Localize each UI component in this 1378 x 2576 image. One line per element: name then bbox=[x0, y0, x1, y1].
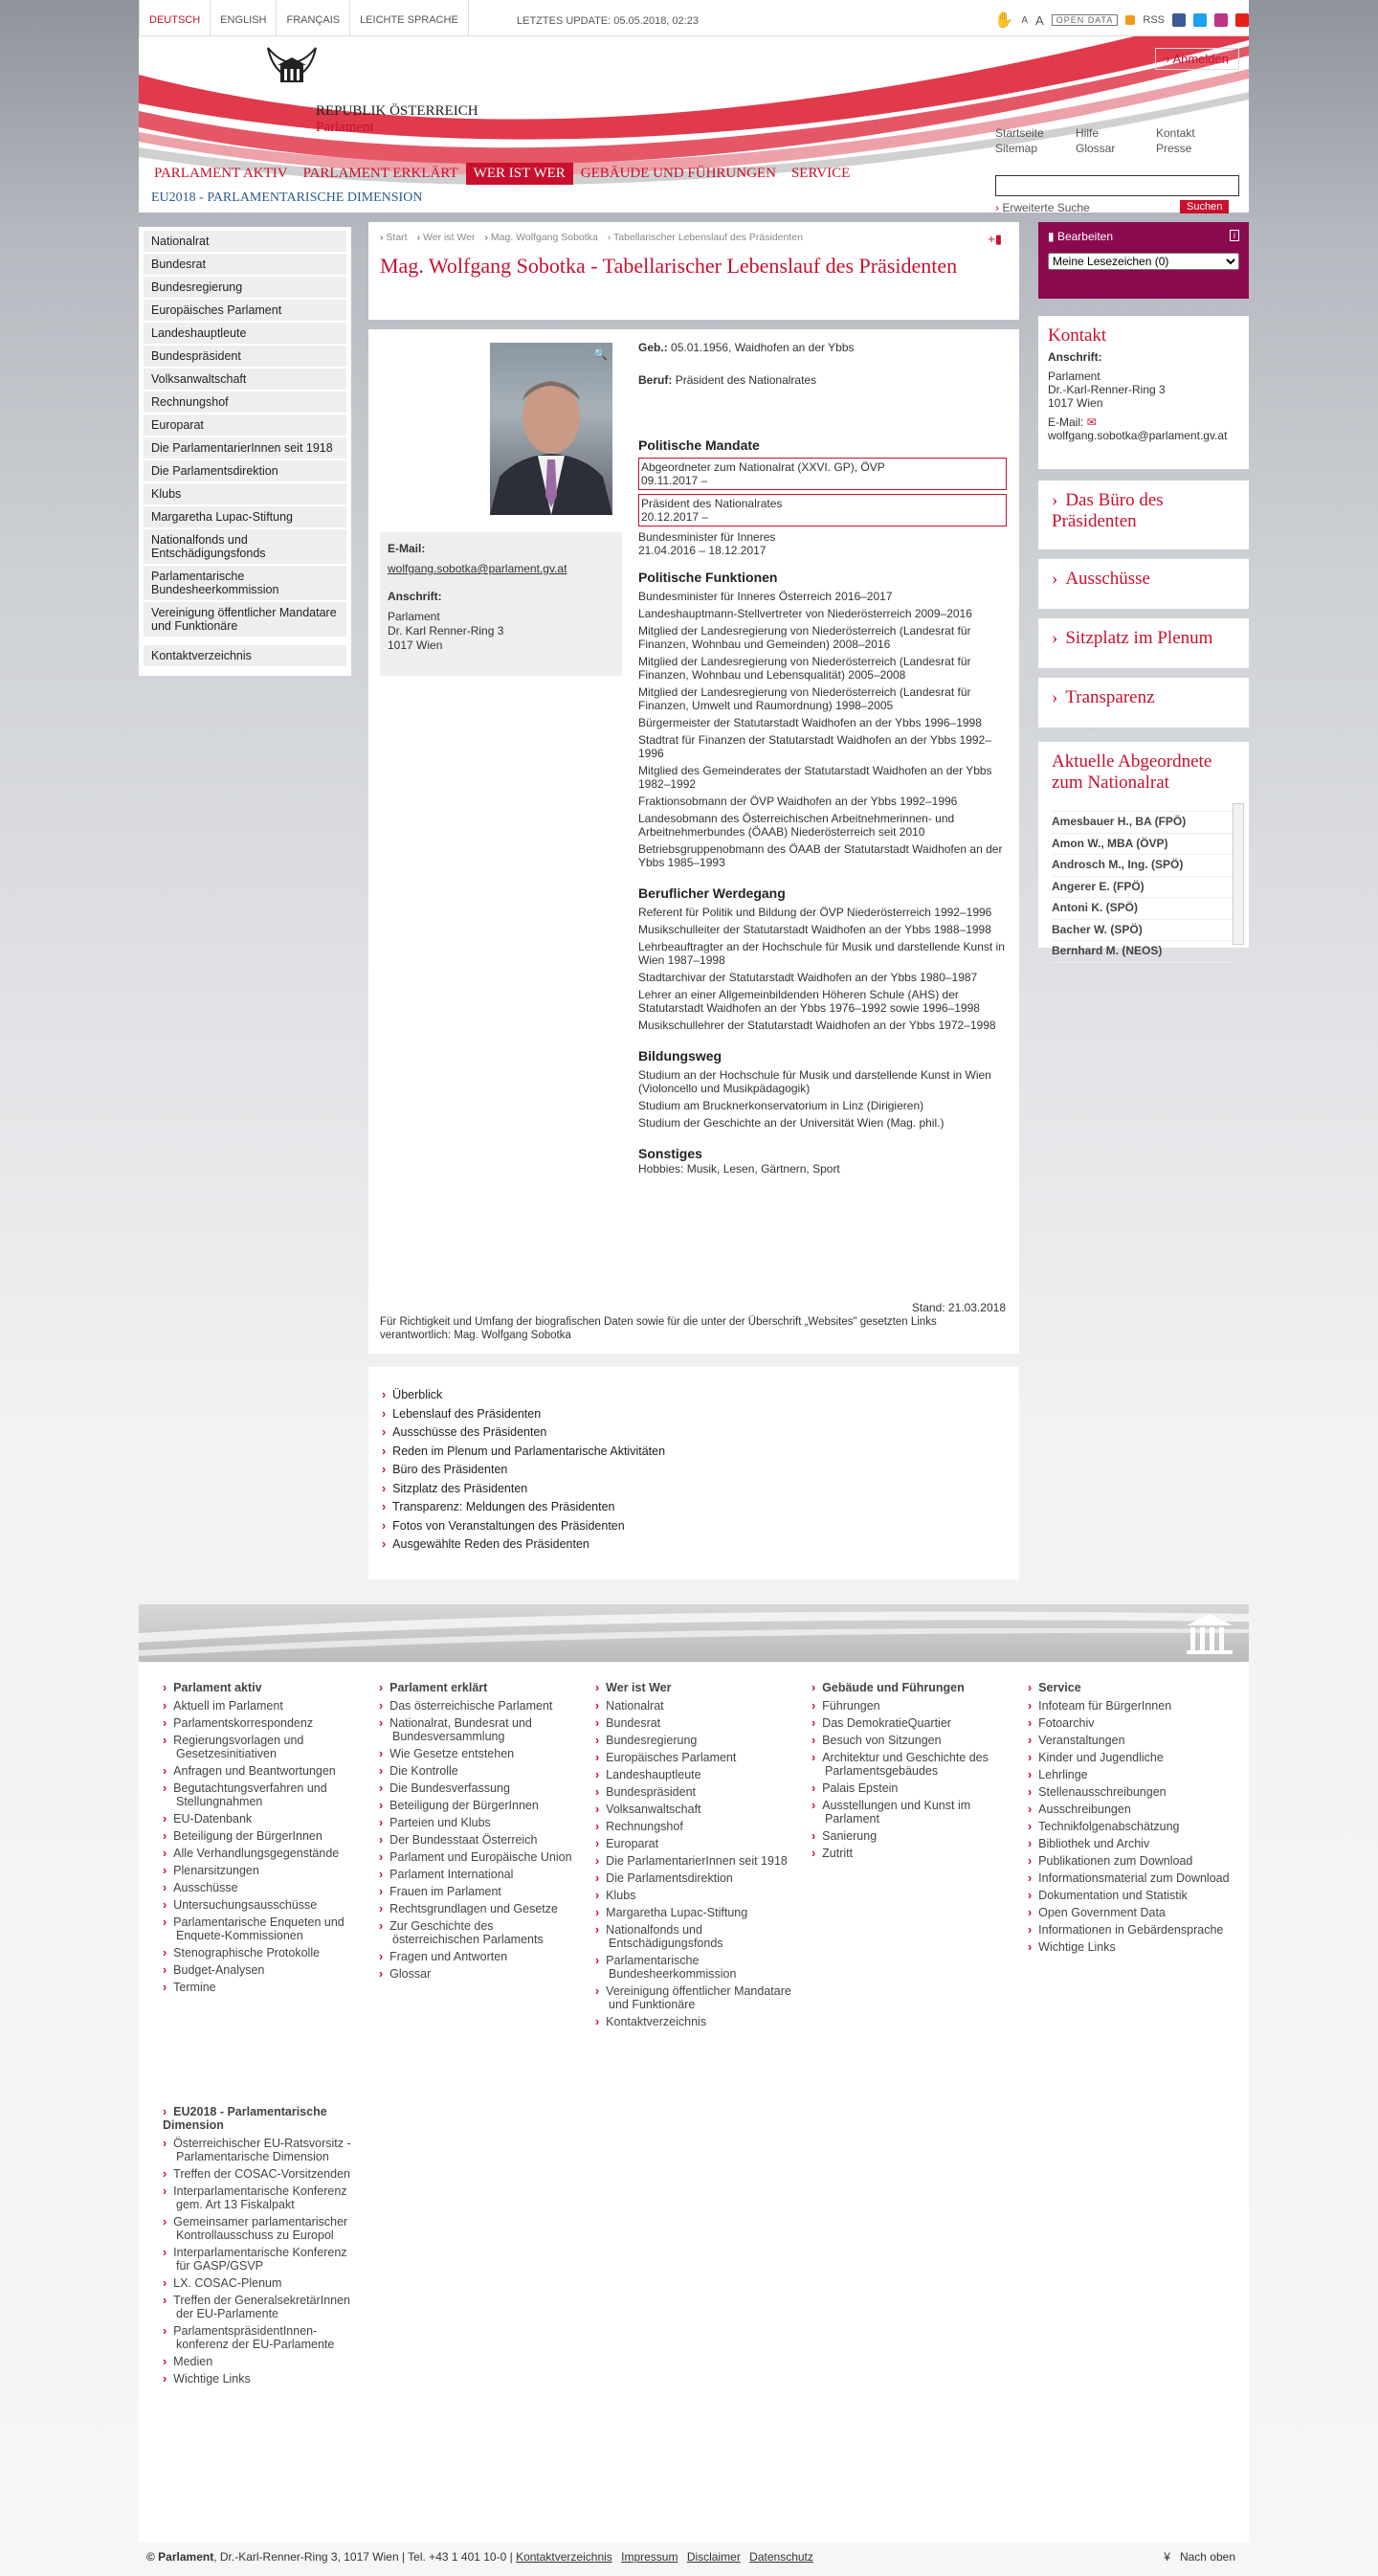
footer-link[interactable]: › Stellenausschreibungen bbox=[1028, 1785, 1233, 1799]
footer-link[interactable]: › Rechtsgrundlagen und Gesetze bbox=[379, 1902, 584, 1915]
lang-fr[interactable]: FRANÇAIS bbox=[277, 0, 350, 36]
footer-link[interactable]: › Technikfolgenabschätzung bbox=[1028, 1820, 1233, 1833]
crumb-label: Wer ist Wer bbox=[423, 232, 476, 243]
nav-eu2018[interactable]: EU2018 - PARLAMENTARISCHE DIMENSION bbox=[151, 190, 423, 205]
logo-line2: Parlament bbox=[316, 120, 374, 135]
birth-value: 05.01.1956, Waidhofen an der Ybbs bbox=[671, 341, 855, 354]
footer-link[interactable]: › Budget-Analysen bbox=[163, 1963, 367, 1977]
werdegang-item: Referent für Politik und Bildung der ÖVP Niederösterreich 1992–1996 bbox=[638, 906, 992, 919]
section-mandate: Politische Mandate bbox=[638, 437, 760, 453]
lang-easy[interactable]: LEICHTE SPRACHE bbox=[350, 0, 469, 36]
anschrift-label: Anschrift: bbox=[1048, 350, 1102, 364]
footer-link[interactable]: › Die Kontrolle bbox=[379, 1764, 584, 1778]
footer-link[interactable]: › Das österreichische Parlament bbox=[379, 1699, 584, 1713]
stand-date: Stand: 21.03.2018 bbox=[911, 1301, 1006, 1314]
footer-link[interactable]: › Fotoarchiv bbox=[1028, 1716, 1233, 1730]
footer-link[interactable]: › Beteiligung der BürgerInnen bbox=[163, 1829, 367, 1843]
leftnav-item[interactable]: Bundespräsident bbox=[144, 346, 346, 368]
footer-link[interactable]: › Informationsmaterial zum Download bbox=[1028, 1871, 1233, 1885]
leftnav-item[interactable]: Kontaktverzeichnis bbox=[144, 645, 346, 667]
advanced-search-label: Erweiterte Suche bbox=[1002, 201, 1090, 214]
delegate-link[interactable]: Amon W., MBA (ÖVP) bbox=[1052, 834, 1235, 856]
left-nav bbox=[139, 227, 351, 676]
mandate-item bbox=[638, 458, 1007, 490]
main-nav bbox=[146, 163, 857, 185]
leftnav-item[interactable]: Nationalrat bbox=[144, 231, 346, 253]
back-to-top-label: Nach oben bbox=[1179, 2550, 1235, 2564]
instagram-icon[interactable] bbox=[1214, 13, 1228, 27]
werdegang-item: Musikschullehrer der Statutarstadt Waidhofen an der Ybbs 1972–1998 bbox=[638, 1019, 996, 1032]
footer-link[interactable]: › Nationalrat bbox=[595, 1699, 800, 1713]
box-transparenz[interactable] bbox=[1038, 678, 1249, 728]
link-presse[interactable]: Presse bbox=[1156, 142, 1192, 155]
breadcrumb bbox=[380, 232, 803, 243]
footer-column-heading[interactable]: › Gebäude und Führungen bbox=[811, 1681, 1016, 1694]
footer-link[interactable]: › ParlamentspräsidentInnen-konferenz der EU-Parlamente bbox=[163, 2324, 352, 2351]
footer-link[interactable]: › Zutritt bbox=[811, 1847, 1016, 1860]
footer-link[interactable]: › Interparlamentarische Konferenz für GASP/GSVP bbox=[163, 2246, 352, 2273]
footer-link[interactable]: › Zur Geschichte des österreichischen Parlaments bbox=[379, 1919, 584, 1946]
footer-link[interactable]: › Kinder und Jugendliche bbox=[1028, 1751, 1233, 1764]
funktion-item: Landeshauptmann-Stellvertreter von Niederösterreich 2009–2016 bbox=[638, 607, 972, 620]
footer-link[interactable]: › Bundesregierung bbox=[595, 1734, 800, 1747]
crumb-current: › Tabellarischer Lebenslauf des Präsidenten bbox=[607, 232, 803, 243]
footer-link[interactable]: › Interparlamentarische Konferenz gem. Art 13 Fiskalpakt bbox=[163, 2184, 352, 2211]
delegate-link[interactable]: Amesbauer H., BA (FPÖ) bbox=[1052, 812, 1235, 834]
footer-link[interactable]: › Ausschreibungen bbox=[1028, 1803, 1233, 1816]
leftnav-item[interactable]: Parlamentarische Bundesheerkommission bbox=[144, 566, 346, 601]
email-link[interactable]: wolfgang.sobotka@parlament.gv.at bbox=[1048, 429, 1228, 442]
footer-link[interactable]: › Beteiligung der BürgerInnen bbox=[379, 1799, 584, 1812]
facebook-icon[interactable] bbox=[1172, 13, 1186, 27]
logo-text bbox=[316, 103, 478, 136]
open-data-button[interactable]: OPEN DATA bbox=[1052, 14, 1119, 26]
footer-eu-column bbox=[163, 2105, 364, 2389]
delegates-box bbox=[1038, 742, 1249, 957]
bio-content bbox=[368, 329, 1019, 1354]
box-sitzplatz-title: › Sitzplatz im Plenum bbox=[1052, 628, 1235, 649]
footer-link[interactable]: › Fragen und Antworten bbox=[379, 1950, 584, 1963]
footer-column-heading[interactable]: › Wer ist Wer bbox=[595, 1681, 800, 1694]
footer-link[interactable]: › Die Bundesverfassung bbox=[379, 1781, 584, 1795]
nav-parlament-aktiv[interactable]: PARLAMENT AKTIV bbox=[154, 166, 288, 181]
toolbar bbox=[994, 11, 1249, 30]
bio-details bbox=[638, 341, 1007, 1176]
crumb-label: Mag. Wolfgang Sobotka bbox=[490, 232, 598, 243]
logo-line1: REPUBLIK ÖSTERREICH bbox=[316, 103, 478, 119]
footer-link-datenschutz[interactable]: Datenschutz bbox=[749, 2550, 813, 2564]
section-funktionen: Politische Funktionen bbox=[638, 570, 778, 585]
service-links bbox=[995, 126, 1236, 155]
footer-link[interactable]: › Publikationen zum Download bbox=[1028, 1854, 1233, 1868]
box-buero-title: › Das Büro des Präsidenten bbox=[1052, 490, 1235, 532]
footer-link[interactable]: › Der Bundesstaat Österreich bbox=[379, 1833, 584, 1847]
box-sitzplatz[interactable] bbox=[1038, 618, 1249, 668]
footer-link[interactable]: › Termine bbox=[163, 1981, 367, 1994]
language-switcher bbox=[139, 0, 469, 36]
search-button[interactable]: Suchen bbox=[1180, 200, 1229, 213]
footer-link[interactable]: › Bibliothek und Archiv bbox=[1028, 1837, 1233, 1850]
delegates-title: Aktuelle Abgeordnete zum Nationalrat bbox=[1052, 751, 1212, 793]
footer-column bbox=[379, 1681, 595, 2032]
footer-link[interactable]: › Dokumentation und Statistik bbox=[1028, 1889, 1233, 1902]
link-hilfe[interactable]: Hilfe bbox=[1076, 126, 1100, 140]
address-line: Dr.-Karl-Renner-Ring 3 bbox=[1048, 383, 1166, 396]
header bbox=[139, 36, 1249, 213]
leftnav-item[interactable]: Europarat bbox=[144, 414, 346, 437]
bookmarks-select[interactable] bbox=[1048, 253, 1239, 270]
crumb-werist[interactable]: › Wer ist Wer bbox=[416, 232, 476, 243]
footer-link[interactable]: › Begutachtungsverfahren und Stellungnahmen bbox=[163, 1781, 367, 1808]
link-sitemap[interactable]: Sitemap bbox=[995, 142, 1038, 155]
person-link[interactable]: › Überblick bbox=[382, 1386, 1006, 1405]
footer-link[interactable]: › Volksanwaltschaft bbox=[595, 1803, 800, 1816]
link-glossar[interactable]: Glossar bbox=[1076, 142, 1116, 155]
edit-label[interactable]: Bearbeiten bbox=[1056, 230, 1113, 243]
person-link[interactable]: › Büro des Präsidenten bbox=[382, 1461, 1006, 1480]
mail-icon[interactable]: ✉ bbox=[1086, 415, 1097, 429]
section-sonstiges: Sonstiges bbox=[638, 1146, 702, 1161]
font-small-button[interactable]: A bbox=[1021, 14, 1029, 26]
footer-link[interactable]: › Treffen der COSAC-Vorsitzenden bbox=[163, 2167, 352, 2181]
person-link[interactable]: › Ausschüsse des Präsidenten bbox=[382, 1423, 1006, 1443]
footer-link[interactable]: › Parlamentskorrespondenz bbox=[163, 1716, 367, 1730]
zoom-icon[interactable]: 🔍 bbox=[593, 347, 608, 361]
leftnav-item[interactable]: Bundesrat bbox=[144, 254, 346, 276]
footer-column bbox=[163, 1681, 379, 2032]
mandate-title: Bundesminister für Inneres bbox=[638, 530, 776, 544]
login-button[interactable]: › Anmelden bbox=[1155, 48, 1239, 70]
mandate-title: Abgeordneter zum Nationalrat (XXVI. GP), ÖVP bbox=[641, 460, 885, 474]
mandate-title: Präsident des Nationalrates bbox=[641, 497, 783, 510]
footer-link[interactable]: › Ausschüsse bbox=[163, 1881, 367, 1894]
delegates-scrollbar[interactable] bbox=[1233, 803, 1244, 945]
box-buero[interactable] bbox=[1038, 481, 1249, 549]
link-kontakt[interactable]: Kontakt bbox=[1156, 126, 1195, 140]
leftnav-item[interactable]: Die Parlamentsdirektion bbox=[144, 460, 346, 482]
bookmark-add-icon[interactable]: +▮ bbox=[988, 232, 1002, 246]
youtube-icon[interactable] bbox=[1235, 13, 1249, 27]
footer-banner bbox=[139, 1604, 1249, 1662]
delegate-link[interactable]: Angerer E. (FPÖ) bbox=[1052, 877, 1235, 899]
crumb-start[interactable]: › Start bbox=[380, 232, 408, 243]
werdegang-item: Stadtarchivar der Statutarstadt Waidhofen an der Ybbs 1980–1987 bbox=[638, 971, 978, 984]
werdegang-item: Musikschulleiter der Statutarstadt Waidhofen an der Ybbs 1988–1998 bbox=[638, 923, 991, 936]
nav-parlament-erklaert[interactable]: PARLAMENT ERKLÄRT bbox=[302, 166, 458, 181]
leftnav-item[interactable]: Nationalfonds und Entschädigungsfonds bbox=[144, 529, 346, 565]
footer-link[interactable]: › Margaretha Lupac-Stiftung bbox=[595, 1906, 800, 1919]
bildung-item: Studium der Geschichte an der Universität Wien (Mag. phil.) bbox=[638, 1116, 945, 1130]
person-links bbox=[368, 1367, 1019, 1579]
footer-link[interactable]: › Veranstaltungen bbox=[1028, 1734, 1233, 1747]
footer-link[interactable]: › Medien bbox=[163, 2355, 352, 2368]
email-label: E-Mail: bbox=[388, 542, 426, 555]
copyright: © Parlament bbox=[146, 2550, 214, 2564]
mandate-date: 09.11.2017 – bbox=[641, 474, 708, 487]
footer-column-heading[interactable]: › Parlament erklärt bbox=[379, 1681, 584, 1694]
bildung-item: Studium am Brucknerkonservatorium in Linz (Dirigieren) bbox=[638, 1099, 924, 1112]
info-icon[interactable]: i bbox=[1230, 230, 1239, 241]
footer-link[interactable]: › Europäisches Parlament bbox=[595, 1751, 800, 1764]
footer-link[interactable]: › Kontaktverzeichnis bbox=[595, 2015, 800, 2028]
footer-link[interactable]: › Anfragen und Beantwortungen bbox=[163, 1764, 367, 1778]
funktion-item: Bürgermeister der Statutarstadt Waidhofen an der Ybbs 1996–1998 bbox=[638, 716, 982, 729]
werdegang-item: Lehrbeauftragter an der Hochschule für Musik und darstellende Kunst in Wien 1987–1998 bbox=[638, 940, 1005, 967]
footer-link[interactable]: › Stenographische Protokolle bbox=[163, 1946, 367, 1960]
footer-link[interactable]: › Ausstellungen und Kunst im Parlament bbox=[811, 1799, 1016, 1826]
advanced-search-link[interactable]: › Erweiterte Suche bbox=[995, 201, 1090, 214]
footer-column bbox=[811, 1681, 1028, 2032]
person-link[interactable]: › Fotos von Veranstaltungen des Präsidenten bbox=[382, 1517, 1006, 1536]
footer-link[interactable]: › Landeshauptleute bbox=[595, 1768, 800, 1781]
page-title: Mag. Wolfgang Sobotka - Tabellarischer Lebenslauf des Präsidenten bbox=[380, 254, 958, 278]
footer-link[interactable]: › Nationalfonds und Entschädigungsfonds bbox=[595, 1923, 800, 1950]
footer-link[interactable]: › Regierungsvorlagen und Gesetzesinitiativen bbox=[163, 1734, 367, 1760]
leftnav-item[interactable]: Vereinigung öffentlicher Mandatare und Funktionäre bbox=[144, 602, 346, 638]
footer-link[interactable]: › Wichtige Links bbox=[1028, 1940, 1233, 1954]
footer-link[interactable]: › Die Parlamentsdirektion bbox=[595, 1871, 800, 1885]
footer-link[interactable]: › Wie Gesetze entstehen bbox=[379, 1747, 584, 1760]
crumb-label: Start bbox=[386, 232, 408, 243]
eagle-logo-icon[interactable] bbox=[263, 38, 321, 96]
nav-service[interactable]: SERVICE bbox=[790, 166, 851, 181]
footer-link[interactable]: › Aktuell im Parlament bbox=[163, 1699, 367, 1713]
top-bar bbox=[139, 0, 1249, 36]
person-link[interactable]: › Sitzplatz des Präsidenten bbox=[382, 1480, 1006, 1499]
address-line: Parlament bbox=[1048, 370, 1100, 383]
footer-link[interactable]: › Glossar bbox=[379, 1967, 584, 1981]
funktion-item: Mitglied der Landesregierung von Niederösterreich (Landesrat für Finanzen, Wohnbau und Lebensqualität) 2005–2008 bbox=[638, 655, 971, 682]
footer-column-heading[interactable]: › Parlament aktiv bbox=[163, 1681, 367, 1694]
section-bildung: Bildungsweg bbox=[638, 1048, 722, 1064]
footer-bottom bbox=[139, 2546, 1249, 2567]
footer-link[interactable]: › Alle Verhandlungsgegenstände bbox=[163, 1847, 367, 1860]
search-input[interactable] bbox=[995, 175, 1239, 196]
footer-link[interactable]: › Plenarsitzungen bbox=[163, 1864, 367, 1877]
person-link[interactable]: › Ausgewählte Reden des Präsidenten bbox=[382, 1535, 1006, 1555]
rss-link[interactable]: RSS bbox=[1143, 14, 1165, 26]
footer-link-disclaimer[interactable]: Disclaimer bbox=[686, 2550, 741, 2564]
rss-icon[interactable] bbox=[1125, 15, 1135, 25]
responsibility-note: Für Richtigkeit und Umfang der biografischen Daten sowie für die unter der Überschrift „Websites" gesetzten Links verantwortlich: Mag. Wolfgang Sobotka bbox=[380, 1316, 937, 1341]
footer-link[interactable]: › Vereinigung öffentlicher Mandatare und Funktionäre bbox=[595, 1984, 800, 2011]
delegate-link[interactable]: Antoni K. (SPÖ) bbox=[1052, 898, 1235, 920]
footer-link[interactable]: › Gemeinsamer parlamentarischer Kontrollausschuss zu Europol bbox=[163, 2215, 352, 2242]
sign-language-icon[interactable]: ✋ bbox=[994, 12, 1014, 29]
contact-box bbox=[1038, 316, 1249, 469]
footer-column-heading[interactable]: › EU2018 - Parlamentarische Dimension bbox=[163, 2105, 352, 2132]
footer-link[interactable]: › Klubs bbox=[595, 1889, 800, 1902]
delegate-link[interactable]: Bernhard M. (NEOS) bbox=[1052, 941, 1235, 963]
email-link[interactable]: wolfgang.sobotka@parlament.gv.at bbox=[388, 562, 567, 575]
footer-link[interactable]: › Informationen in Gebärdensprache bbox=[1028, 1923, 1233, 1937]
funktion-item: Fraktionsobmann der ÖVP Waidhofen an der Ybbs 1992–1996 bbox=[638, 795, 958, 808]
link-startseite[interactable]: Startseite bbox=[995, 126, 1044, 140]
contact-heading: Kontakt bbox=[1048, 325, 1107, 346]
email-label: E-Mail: bbox=[1048, 415, 1084, 429]
mandate-item bbox=[638, 494, 1007, 526]
login-label: Anmelden bbox=[1172, 52, 1229, 66]
job-value: Präsident des Nationalrates bbox=[675, 373, 817, 387]
address-line: Parlament bbox=[388, 610, 440, 623]
delegate-link[interactable]: Bacher W. (SPÖ) bbox=[1052, 920, 1235, 942]
werdegang-item: Lehrer an einer Allgemeinbildenden Höheren Schule (AHS) der Statutarstadt Waidhofen an der Ybbs 1976–1992 sowie 1996–1998 bbox=[638, 988, 980, 1015]
footer-column-heading[interactable]: › Service bbox=[1028, 1681, 1233, 1694]
footer-link[interactable]: › Treffen der GeneralsekretärInnen der EU-Parlamente bbox=[163, 2294, 352, 2320]
footer-link[interactable]: › Rechnungshof bbox=[595, 1820, 800, 1833]
nav-wer-ist-wer[interactable]: WER IST WER bbox=[466, 163, 573, 185]
funktion-item: Mitglied der Landesregierung von Niederösterreich (Landesrat für Finanzen, Umwelt und Raumordnung) 1998–2005 bbox=[638, 685, 971, 712]
footer-link[interactable]: › Führungen bbox=[811, 1699, 1016, 1713]
footer-link[interactable]: › Infoteam für BürgerInnen bbox=[1028, 1699, 1233, 1713]
edit-icon[interactable]: ▮ bbox=[1048, 230, 1055, 243]
footer-link[interactable]: › Open Government Data bbox=[1028, 1906, 1233, 1919]
funktion-item: Landesobmann des Österreichischen Arbeitnehmerinnen- und Arbeitnehmerbundes (ÖAAB) Niederösterreich seit 2010 bbox=[638, 812, 955, 839]
footer-link[interactable]: › Österreichischer EU-Ratsvorsitz - Parlamentarische Dimension bbox=[163, 2137, 352, 2163]
leftnav-item[interactable]: Volksanwaltschaft bbox=[144, 369, 346, 391]
footer-link[interactable]: › Nationalrat, Bundesrat und Bundesversammlung bbox=[379, 1716, 584, 1743]
crumb-label: Tabellarischer Lebenslauf des Präsidenten bbox=[613, 232, 803, 243]
footer-link[interactable]: › Parlamentarische Enqueten und Enquete-Kommissionen bbox=[163, 1915, 367, 1942]
edit-panel bbox=[1038, 222, 1249, 299]
footer-link[interactable]: › Frauen im Parlament bbox=[379, 1885, 584, 1898]
funktion-item: Mitglied des Gemeinderates der Statutarstadt Waidhofen an der Ybbs 1982–1992 bbox=[638, 764, 992, 791]
person-link[interactable]: › Transparenz: Meldungen des Präsidenten bbox=[382, 1498, 1006, 1517]
lang-en[interactable]: ENGLISH bbox=[211, 0, 277, 36]
birth-label: Geb.: bbox=[638, 341, 668, 354]
mandate-date: 20.12.2017 – bbox=[641, 510, 709, 524]
footer-link[interactable]: › Europarat bbox=[595, 1837, 800, 1850]
leftnav-item[interactable]: Bundesregierung bbox=[144, 277, 346, 299]
box-transparenz-title: › Transparenz bbox=[1052, 687, 1235, 708]
footer-link[interactable]: › EU-Datenbank bbox=[163, 1812, 367, 1826]
footer-link[interactable]: › Parlament International bbox=[379, 1868, 584, 1881]
footer-column bbox=[1028, 1681, 1244, 2032]
leftnav-item[interactable]: Rechnungshof bbox=[144, 392, 346, 414]
footer-link[interactable]: › Untersuchungsausschüsse bbox=[163, 1898, 367, 1912]
funktion-item: Stadtrat für Finanzen der Statutarstadt Waidhofen an der Ybbs 1992–1996 bbox=[638, 733, 991, 760]
footer-link[interactable]: › Wichtige Links bbox=[163, 2372, 352, 2386]
portrait-photo[interactable] bbox=[490, 343, 612, 515]
address-line: Dr. Karl Renner-Ring 3 bbox=[388, 624, 504, 638]
footer-link[interactable]: › Parlament und Europäische Union bbox=[379, 1850, 584, 1864]
footer-link[interactable]: › Das DemokratieQuartier bbox=[811, 1716, 1016, 1730]
footer-link[interactable]: › Architektur und Geschichte des Parlamentsgebäudes bbox=[811, 1751, 1016, 1778]
address-line: 1017 Wien bbox=[1048, 396, 1103, 410]
footer-link[interactable]: › Parlamentarische Bundesheerkommission bbox=[595, 1954, 800, 1981]
delegate-link[interactable]: Androsch M., Ing. (SPÖ) bbox=[1052, 855, 1235, 877]
contact-card bbox=[380, 532, 622, 676]
address-label: Anschrift: bbox=[388, 590, 442, 603]
footer-link-kontakt[interactable]: Kontaktverzeichnis bbox=[516, 2550, 612, 2564]
footer-link[interactable]: › Palais Epstein bbox=[811, 1781, 1016, 1795]
person-link[interactable]: › Reden im Plenum und Parlamentarische Aktivitäten bbox=[382, 1443, 1006, 1462]
footer-address: , Dr.-Karl-Renner-Ring 3, 1017 Wien | Tel. +43 1 401 10-0 | bbox=[213, 2550, 513, 2564]
nav-gebaeude[interactable]: GEBÄUDE UND FÜHRUNGEN bbox=[580, 166, 776, 181]
funktion-item: Betriebsgruppenobmann des ÖAAB der Statutarstadt Waidhofen an der Ybbs 1985–1993 bbox=[638, 842, 1003, 869]
crumb-person[interactable]: › Mag. Wolfgang Sobotka bbox=[484, 232, 598, 243]
footer-link[interactable]: › Bundespräsident bbox=[595, 1785, 800, 1799]
funktion-item: Mitglied der Landesregierung von Niederösterreich (Landesrat für Finanzen, Wohnbau und Gemeinden) 2008–2016 bbox=[638, 624, 971, 651]
person-link[interactable]: › Lebenslauf des Präsidenten bbox=[382, 1405, 1006, 1424]
footer bbox=[139, 1604, 1249, 2542]
box-ausschuesse[interactable] bbox=[1038, 559, 1249, 609]
footer-link[interactable]: › LX. COSAC-Plenum bbox=[163, 2276, 352, 2290]
mandate-date: 21.04.2016 – 18.12.2017 bbox=[638, 544, 767, 557]
footer-link[interactable]: › Parteien und Klubs bbox=[379, 1816, 584, 1829]
section-werdegang: Beruflicher Werdegang bbox=[638, 885, 786, 901]
lang-de[interactable]: DEUTSCH bbox=[140, 0, 211, 36]
footer-link-impressum[interactable]: Impressum bbox=[621, 2550, 678, 2564]
footer-link[interactable]: › Besuch von Sitzungen bbox=[811, 1734, 1016, 1747]
leftnav-item[interactable]: Die ParlamentarierInnen seit 1918 bbox=[144, 437, 346, 459]
address-line: 1017 Wien bbox=[388, 638, 443, 652]
leftnav-item[interactable]: Margaretha Lupac-Stiftung bbox=[144, 506, 346, 528]
hobbies: Hobbies: Musik, Lesen, Gärtnern, Sport bbox=[638, 1162, 840, 1176]
mandate-item bbox=[638, 530, 1007, 557]
box-ausschuesse-title: › Ausschüsse bbox=[1052, 569, 1235, 590]
leftnav-item[interactable]: Landeshauptleute bbox=[144, 323, 346, 345]
delegates-list bbox=[1052, 811, 1235, 957]
leftnav-item[interactable]: Klubs bbox=[144, 483, 346, 505]
twitter-icon[interactable] bbox=[1193, 13, 1207, 27]
job-label: Beruf: bbox=[638, 373, 673, 387]
footer-link[interactable]: › Sanierung bbox=[811, 1829, 1016, 1843]
title-box bbox=[368, 222, 1019, 320]
funktion-item: Bundesminister für Inneres Österreich 2016–2017 bbox=[638, 590, 893, 603]
footer-link[interactable]: › Die ParlamentarierInnen seit 1918 bbox=[595, 1854, 800, 1868]
footer-link[interactable]: › Bundesrat bbox=[595, 1716, 800, 1730]
leftnav-item[interactable]: Europäisches Parlament bbox=[144, 300, 346, 322]
bildung-item: Studium an der Hochschule für Musik und darstellende Kunst in Wien (Violoncello und Musikpädagogik) bbox=[638, 1068, 991, 1095]
last-update: LETZTES UPDATE: 05.05.2018, 02:23 bbox=[517, 15, 699, 27]
font-large-button[interactable]: A bbox=[1035, 12, 1044, 28]
footer-columns bbox=[163, 1681, 1244, 2032]
footer-link[interactable]: › Lehrlinge bbox=[1028, 1768, 1233, 1781]
footer-column bbox=[595, 1681, 811, 2032]
back-to-top-link[interactable]: ¥ Nach oben bbox=[1164, 2550, 1235, 2564]
